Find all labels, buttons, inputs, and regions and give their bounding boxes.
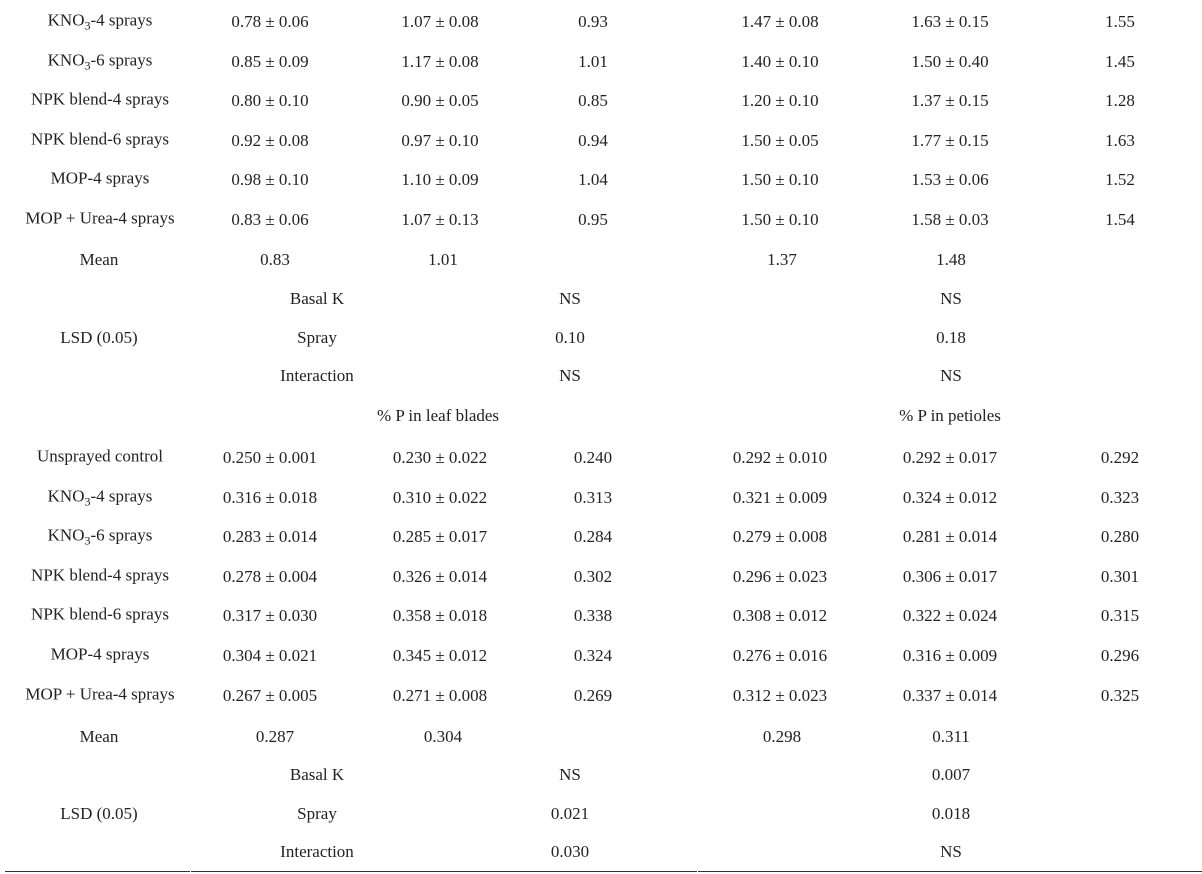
lsd-value: 0.007 xyxy=(931,765,971,784)
table-bottom-rule xyxy=(5,871,190,872)
mean-value: 0.83 xyxy=(260,250,290,269)
value-cell: 1.58 ± 0.03 xyxy=(911,210,989,229)
mean-value: 0.304 xyxy=(423,727,463,746)
value-cell: 1.37 ± 0.15 xyxy=(911,91,989,111)
value-cell: 0.308 ± 0.012 xyxy=(732,606,828,626)
treatment-label: KNO xyxy=(47,485,85,505)
value-cell: 0.90 ± 0.05 xyxy=(401,91,479,111)
mean-cell: 1.28 xyxy=(1105,91,1135,111)
lsd-value: NS xyxy=(940,842,962,861)
mean-cell: 0.85 xyxy=(578,91,608,111)
treatment-cell xyxy=(37,446,163,469)
treatment-cell xyxy=(48,10,153,33)
lsd-value: 0.018 xyxy=(931,803,971,823)
mean-cell: 0.302 xyxy=(573,566,613,586)
lsd-value: 0.18 xyxy=(936,327,966,347)
treatment-label: MOP + Urea-4 sprays xyxy=(25,683,175,703)
value-cell: 0.276 ± 0.016 xyxy=(732,646,828,665)
mean-cell: 0.93 xyxy=(578,12,608,31)
mean-value: 1.48 xyxy=(936,250,966,269)
mean-value: 1.01 xyxy=(428,250,458,269)
mean-value: 1.37 xyxy=(767,250,797,269)
value-cell: 1.47 ± 0.08 xyxy=(741,12,819,31)
mean-cell: 0.313 xyxy=(573,487,613,507)
lsd-factor: Interaction xyxy=(280,366,354,385)
mean-cell: 0.325 xyxy=(1100,685,1140,705)
treatment-cell xyxy=(48,525,153,548)
mean-cell: 0.301 xyxy=(1100,566,1140,586)
treatment-subscript: 3 xyxy=(84,58,91,73)
value-cell: 0.326 ± 0.014 xyxy=(392,566,488,586)
lsd-label: LSD (0.05) xyxy=(60,803,138,823)
value-cell: 1.50 ± 0.10 xyxy=(741,210,819,229)
lsd-value: NS xyxy=(559,765,581,784)
treatment-suffix: -4 sprays xyxy=(90,10,153,30)
value-cell: 0.250 ± 0.001 xyxy=(222,448,318,467)
section-header: % P in leaf blades xyxy=(376,406,500,425)
mean-cell: 0.95 xyxy=(578,210,608,229)
value-cell: 1.53 ± 0.06 xyxy=(911,170,989,190)
value-cell: 0.281 ± 0.014 xyxy=(902,527,998,547)
lsd-value: NS xyxy=(940,366,962,385)
lsd-factor: Spray xyxy=(297,327,337,347)
value-cell: 0.310 ± 0.022 xyxy=(392,487,488,507)
value-cell: 1.07 ± 0.08 xyxy=(401,12,479,31)
mean-cell: 0.284 xyxy=(573,527,613,547)
mean-cell: 0.338 xyxy=(573,606,613,626)
mean-cell: 1.52 xyxy=(1105,170,1135,190)
lsd-factor: Basal K xyxy=(289,765,345,784)
value-cell: 0.78 ± 0.06 xyxy=(231,12,309,31)
mean-cell: 1.54 xyxy=(1105,210,1135,229)
treatment-cell xyxy=(48,486,153,509)
value-cell: 1.77 ± 0.15 xyxy=(911,130,989,150)
value-cell: 0.267 ± 0.005 xyxy=(222,685,318,705)
value-cell: 0.283 ± 0.014 xyxy=(222,527,318,547)
mean-cell: 1.04 xyxy=(578,170,608,190)
value-cell: 0.279 ± 0.008 xyxy=(732,527,828,547)
value-cell: 0.337 ± 0.014 xyxy=(902,685,998,705)
value-cell: 0.316 ± 0.018 xyxy=(222,487,318,507)
treatment-label: KNO xyxy=(47,525,85,545)
value-cell: 1.50 ± 0.10 xyxy=(741,170,819,190)
treatment-subscript: 3 xyxy=(84,533,91,548)
value-cell: 1.17 ± 0.08 xyxy=(401,51,479,71)
value-cell: 0.317 ± 0.030 xyxy=(222,606,318,626)
value-cell: 0.92 ± 0.08 xyxy=(231,130,309,150)
treatment-label: MOP-4 sprays xyxy=(50,168,150,188)
mean-value: 0.298 xyxy=(762,727,802,746)
value-cell: 0.345 ± 0.012 xyxy=(392,646,488,665)
value-cell: 0.306 ± 0.017 xyxy=(902,566,998,586)
value-cell: 0.358 ± 0.018 xyxy=(392,606,488,626)
value-cell: 0.80 ± 0.10 xyxy=(231,91,309,111)
value-cell: 1.20 ± 0.10 xyxy=(741,91,819,111)
mean-cell: 0.292 xyxy=(1100,448,1140,467)
value-cell: 0.312 ± 0.023 xyxy=(732,685,828,705)
mean-cell: 0.323 xyxy=(1100,487,1140,507)
lsd-label: LSD (0.05) xyxy=(60,327,138,347)
value-cell: 0.285 ± 0.017 xyxy=(392,527,488,547)
treatment-suffix: -6 sprays xyxy=(90,525,153,545)
value-cell: 0.278 ± 0.004 xyxy=(222,566,318,586)
section-header: % P in petioles xyxy=(899,406,1001,425)
value-cell: 0.85 ± 0.09 xyxy=(231,51,309,71)
table-bottom-rule xyxy=(698,871,1202,872)
value-cell: 1.40 ± 0.10 xyxy=(741,51,819,71)
lsd-factor: Spray xyxy=(297,803,337,823)
treatment-cell xyxy=(48,50,153,73)
value-cell: 0.296 ± 0.023 xyxy=(732,566,828,586)
treatment-subscript: 3 xyxy=(84,18,91,33)
treatment-label: NPK blend-6 sprays xyxy=(31,604,169,624)
mean-cell: 0.269 xyxy=(573,685,613,705)
value-cell: 0.304 ± 0.021 xyxy=(222,646,318,665)
value-cell: 0.98 ± 0.10 xyxy=(231,170,309,190)
mean-cell: 0.324 xyxy=(573,646,613,665)
treatment-cell xyxy=(25,684,174,707)
treatment-cell xyxy=(31,605,169,628)
treatment-cell xyxy=(31,129,169,152)
mean-value: 0.287 xyxy=(255,727,295,746)
treatment-label: MOP-4 sprays xyxy=(50,644,150,664)
lsd-factor: Basal K xyxy=(289,289,345,308)
treatment-label: NPK blend-6 sprays xyxy=(31,129,169,149)
value-cell: 1.63 ± 0.15 xyxy=(911,12,989,31)
treatment-cell xyxy=(31,89,169,112)
value-cell: 1.50 ± 0.05 xyxy=(741,130,819,150)
mean-cell: 1.01 xyxy=(578,51,608,71)
treatment-cell xyxy=(31,565,169,588)
treatment-label: MOP + Urea-4 sprays xyxy=(25,208,175,228)
mean-row-label: Mean xyxy=(79,727,119,746)
lsd-value: NS xyxy=(559,366,581,385)
treatment-label: Unsprayed control xyxy=(36,446,164,466)
mean-cell: 0.240 xyxy=(573,448,613,467)
lsd-value: NS xyxy=(940,289,962,308)
lsd-value: 0.030 xyxy=(550,842,590,861)
value-cell: 0.292 ± 0.017 xyxy=(902,448,998,467)
mean-cell: 0.296 xyxy=(1100,646,1140,665)
table-bottom-rule xyxy=(191,871,697,872)
mean-cell: 0.315 xyxy=(1100,606,1140,626)
mean-cell: 0.280 xyxy=(1100,527,1140,547)
value-cell: 0.83 ± 0.06 xyxy=(231,210,309,229)
treatment-cell xyxy=(51,644,150,667)
mean-cell: 0.94 xyxy=(578,130,608,150)
mean-cell: 1.55 xyxy=(1105,12,1135,31)
lsd-value: NS xyxy=(559,289,581,308)
mean-cell: 1.63 xyxy=(1105,130,1135,150)
value-cell: 0.316 ± 0.009 xyxy=(902,646,998,665)
treatment-label: KNO xyxy=(47,10,85,30)
value-cell: 0.292 ± 0.010 xyxy=(732,448,828,467)
treatment-subscript: 3 xyxy=(84,494,91,509)
lsd-factor: Interaction xyxy=(280,842,354,861)
value-cell: 1.07 ± 0.13 xyxy=(401,210,479,229)
value-cell: 1.50 ± 0.40 xyxy=(911,51,989,71)
value-cell: 0.324 ± 0.012 xyxy=(902,487,998,507)
value-cell: 0.322 ± 0.024 xyxy=(902,606,998,626)
treatment-cell xyxy=(51,169,150,192)
treatment-suffix: -4 sprays xyxy=(90,485,153,505)
value-cell: 0.271 ± 0.008 xyxy=(392,685,488,705)
mean-value: 0.311 xyxy=(932,727,970,746)
treatment-label: KNO xyxy=(47,49,85,69)
mean-row-label: Mean xyxy=(79,250,119,269)
lsd-value: 0.10 xyxy=(555,327,585,347)
value-cell: 0.230 ± 0.022 xyxy=(392,448,488,467)
treatment-label: NPK blend-4 sprays xyxy=(31,565,169,585)
mean-cell: 1.45 xyxy=(1105,51,1135,71)
value-cell: 0.321 ± 0.009 xyxy=(732,487,828,507)
treatment-suffix: -6 sprays xyxy=(90,49,153,69)
value-cell: 0.97 ± 0.10 xyxy=(401,130,479,150)
lsd-value: 0.021 xyxy=(550,803,590,823)
treatment-label: NPK blend-4 sprays xyxy=(31,89,169,109)
value-cell: 1.10 ± 0.09 xyxy=(401,170,479,190)
treatment-cell xyxy=(25,208,174,231)
